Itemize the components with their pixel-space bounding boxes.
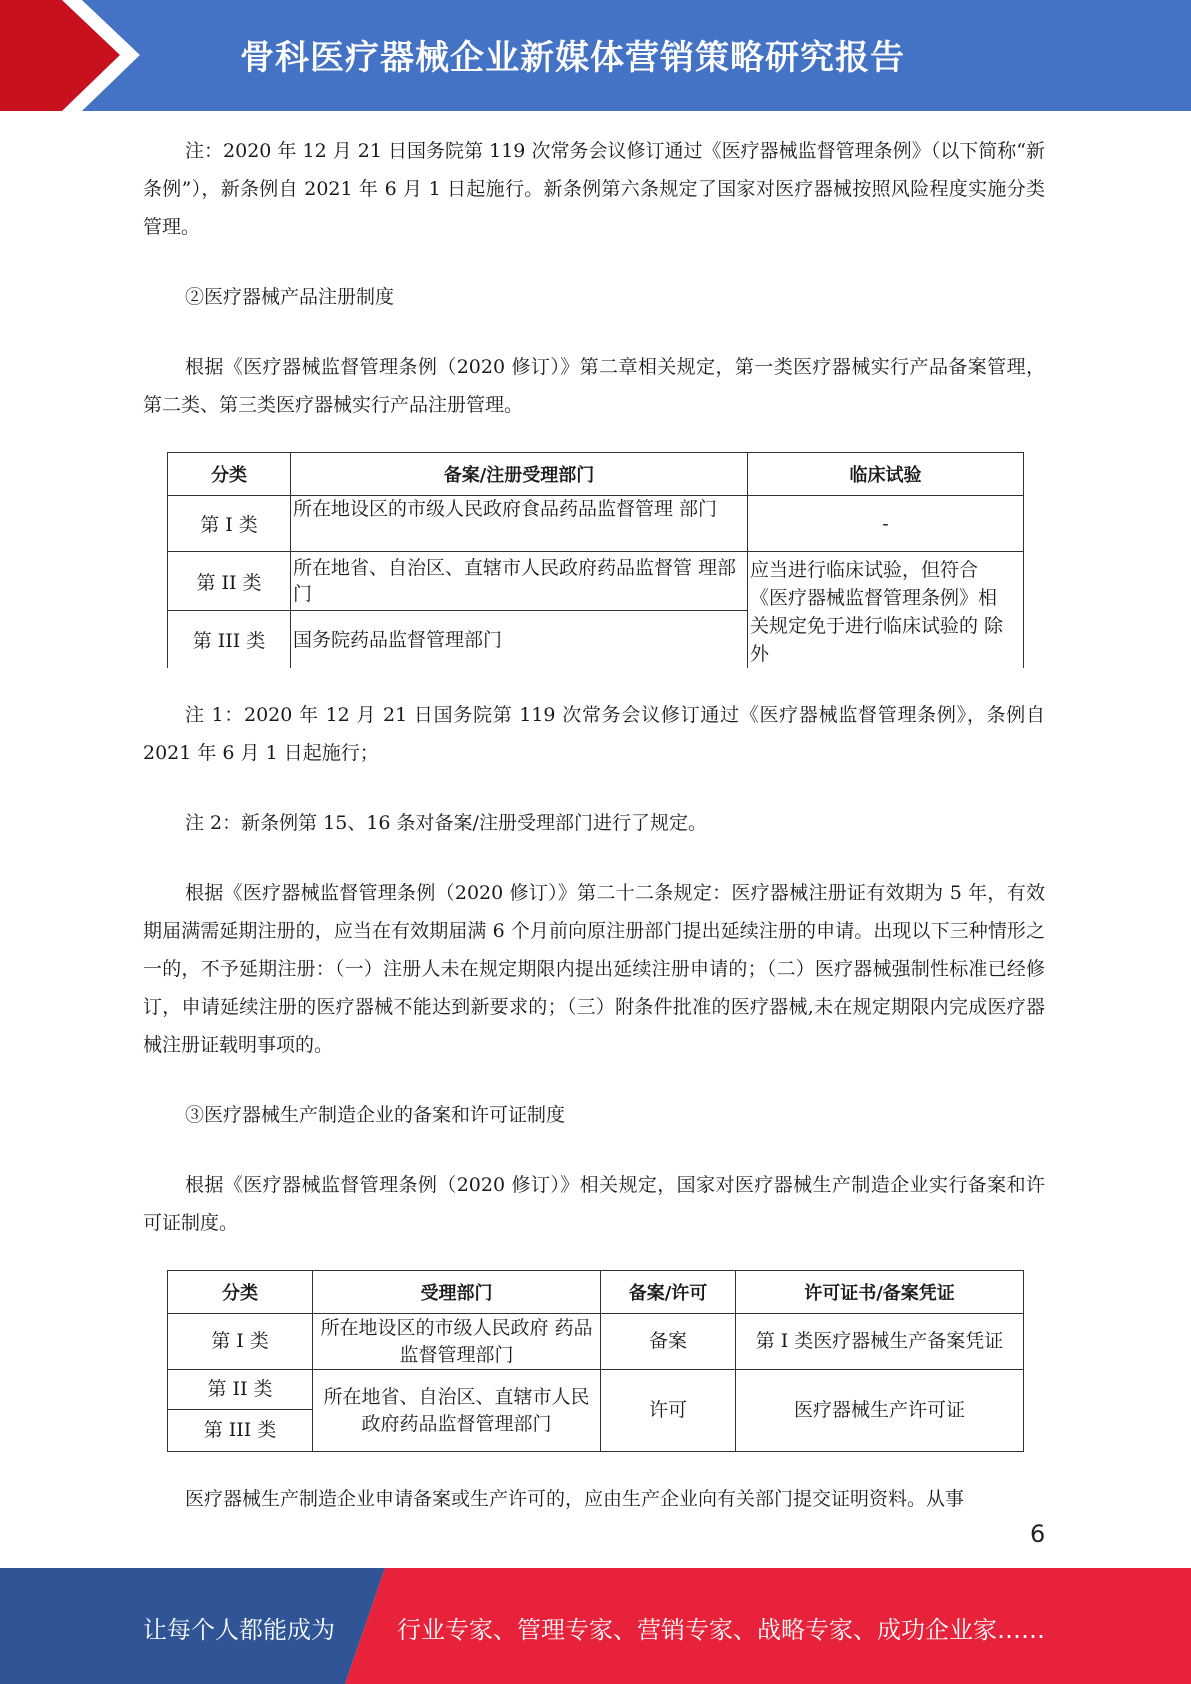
note-1: 注 1：2020 年 12 月 21 日国务院第 119 次常务会议修订通过《医疗器械监督管理条例》，条例自 2021 年 6 月 1 日起施行； xyxy=(143,704,1045,764)
table-cell: 国务院药品监督管理部门 xyxy=(291,611,748,668)
report-title: 骨科医疗器械企业新媒体营销策略研究报告 xyxy=(240,38,905,78)
page-footer xyxy=(0,1568,1191,1684)
table-cell: 第 II 类 xyxy=(168,1370,313,1410)
table-header: 临床试验 xyxy=(748,453,1024,496)
page-number: 6 xyxy=(1030,1520,1046,1548)
table-header: 受理部门 xyxy=(313,1271,601,1314)
table-header: 分类 xyxy=(168,1271,313,1314)
page-header xyxy=(0,0,1191,111)
section-heading-registration: ②医疗器械产品注册制度 xyxy=(185,286,395,308)
note-2: 注 2：新条例第 15、16 条对备案/注册受理部门进行了规定。 xyxy=(185,812,707,834)
table-cell: 应当进行临床试验，但符合 《医疗器械监督管理条例》相 关规定免于进行临床试验的 除外 xyxy=(748,552,1024,669)
table-cell: 医疗器械生产许可证 xyxy=(736,1370,1024,1452)
footer-slogan-right: 行业专家、管理专家、营销专家、战略专家、成功企业家…… xyxy=(397,1616,1045,1644)
table-cell: - xyxy=(748,496,1024,552)
table-cell: 所在地省、自治区、直辖市人民政府药品监督管理部门 xyxy=(313,1370,601,1452)
table-header: 分类 xyxy=(168,453,291,496)
table-cell: 备案 xyxy=(601,1314,736,1370)
section-heading-license: ③医疗器械生产制造企业的备案和许可证制度 xyxy=(185,1104,566,1126)
footer-slogan-left: 让每个人都能成为 xyxy=(143,1616,335,1644)
table-cell: 第 I 类 xyxy=(168,1314,313,1370)
table-cell: 所在地设区的市级人民政府 药品监督管理部门 xyxy=(313,1314,601,1370)
table-header: 备案/许可 xyxy=(601,1271,736,1314)
page-content xyxy=(143,132,1045,1518)
paragraph-registration: 根据《医疗器械监督管理条例（2020 修订）》第二章相关规定，第一类医疗器械实行产品备案管理，第二类、第三类医疗器械实行产品注册管理。 xyxy=(143,356,1045,416)
paragraph-license: 根据《医疗器械监督管理条例（2020 修订）》相关规定，国家对医疗器械生产制造企业实行备案和许可证制度。 xyxy=(143,1174,1045,1234)
table-cell: 第 I 类 xyxy=(168,496,291,552)
table-cell: 第 III 类 xyxy=(168,1410,313,1452)
table-cell: 所在地设区的市级人民政府食品药品监督管理 部门 xyxy=(291,496,748,552)
registration-table xyxy=(167,452,1024,668)
table-cell: 第 I 类医疗器械生产备案凭证 xyxy=(736,1314,1024,1370)
table-header: 许可证书/备案凭证 xyxy=(736,1271,1024,1314)
license-table xyxy=(167,1270,1024,1452)
table-cell: 第 III 类 xyxy=(168,611,291,668)
table-header: 备案/注册受理部门 xyxy=(291,453,748,496)
table-cell: 所在地省、自治区、直辖市人民政府药品监督管 理部门 xyxy=(291,552,748,611)
note-paragraph: 注：2020 年 12 月 21 日国务院第 119 次常务会议修订通过《医疗器械监督管理条例》（以下简称“新条例”），新条例自 2021 年 6 月 1 日起施行。新条例第六条规定了国家对医疗器械按照风险程度实施分类管理。 xyxy=(143,140,1045,238)
paragraph-continued: 医疗器械生产制造企业申请备案或生产许可的，应由生产企业向有关部门提交证明资料。从事 xyxy=(185,1488,965,1510)
table-cell: 许可 xyxy=(601,1370,736,1452)
paragraph-renewal: 根据《医疗器械监督管理条例（2020 修订）》第二十二条规定：医疗器械注册证有效期为 5 年，有效期届满需延期注册的，应当在有效期届满 6 个月前向原注册部门提出延续注册的申请。出现以下三种情形之一的，不予延期注册：（一）注册人未在规定期限内提出延续注册申请的；（二）医疗器械强制性标准已经修订，申请延续注册的医疗器械不能达到新要求的；（三）附条件批准的医疗器械,未在规定期限内完成医疗器械注册证载明事项的。 xyxy=(143,882,1045,1056)
table-cell: 第 II 类 xyxy=(168,552,291,611)
